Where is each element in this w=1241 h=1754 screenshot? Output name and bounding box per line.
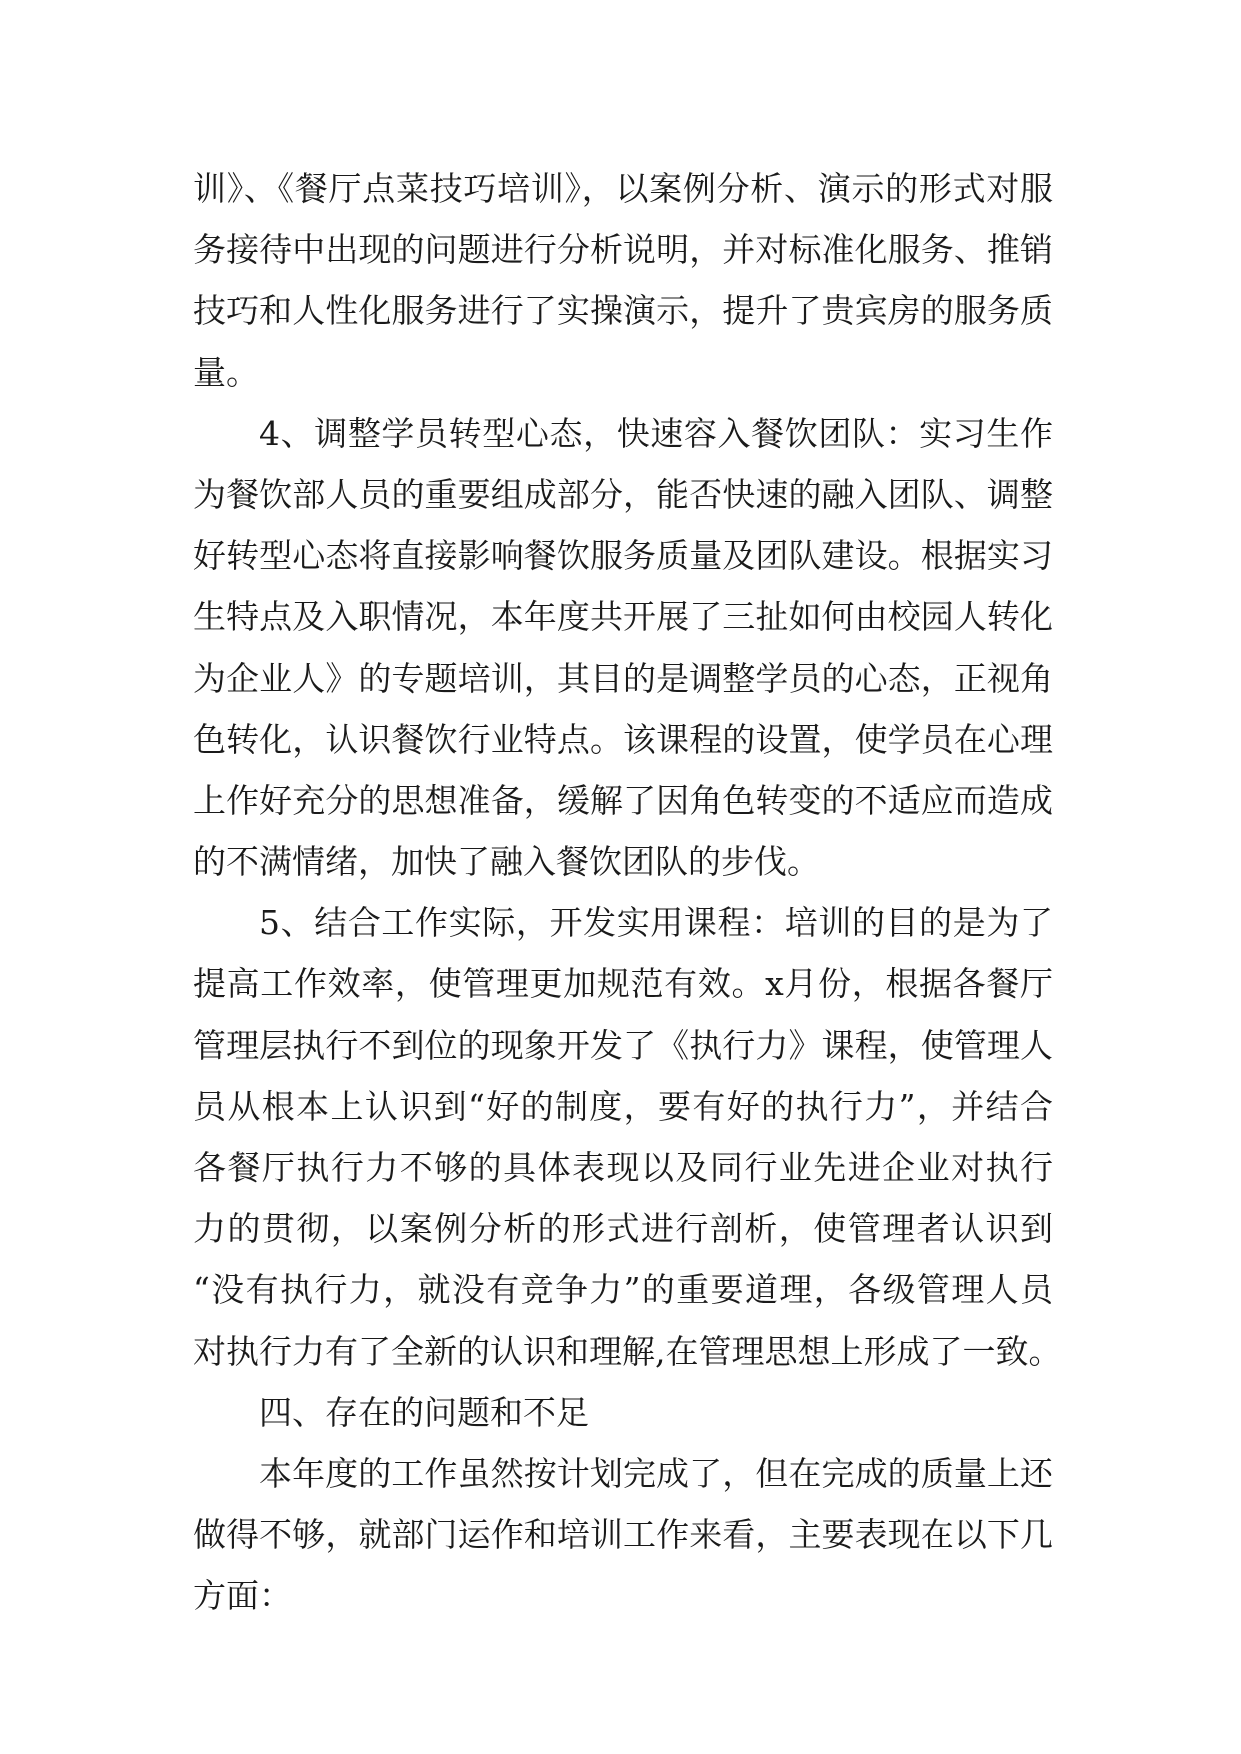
paragraph-continuation [193,158,1053,403]
heading-line: 四、存在的问题和不足 [259,1392,589,1432]
document-body [193,158,1062,1627]
paragraph-item-5 [193,892,1062,1382]
text-line: 力的贯彻，以案例分析的形式进行剖析，使管理者认识到 [193,1209,1053,1249]
text-line: 务接待中出现的问题进行分析说明，并对标准化服务、推销 [193,230,1053,270]
text-line: “没有执行力，就没有竞争力”的重要道理，各级管理人员 [193,1270,1053,1310]
text-line: 好转型心态将直接影响餐饮服务质量及团队建设。根据实习 [193,536,1053,576]
paragraph-issues-intro [193,1443,1053,1627]
section-heading [193,1382,1053,1443]
text-line: 色转化，认识餐饮行业特点。该课程的设置，使学员在心理 [193,719,1053,759]
text-line: 生特点及入职情况，本年度共开展了三扯如何由校园人转化 [193,597,1053,637]
text-line: 上作好充分的思想准备，缓解了因角色转变的不适应而造成 [193,780,1053,820]
text-line: 做得不够，就部门运作和培训工作来看，主要表现在以下几 [193,1515,1053,1555]
text-line: 提高工作效率，使管理更加规范有效。x月份，根据各餐厅 [193,964,1053,1004]
text-line: 管理层执行不到位的现象开发了《执行力》课程，使管理人 [193,1025,1053,1065]
text-line: 5、结合工作实际，开发实用课程：培训的目的是为了 [259,903,1053,943]
text-line: 员从根本上认识到“好的制度，要有好的执行力”，并结合 [193,1086,1053,1126]
text-line: 量。 [193,352,259,392]
text-line: 为企业人》的专题培训，其目的是调整学员的心态，正视角 [193,658,1053,698]
text-line: 对执行力有了全新的认识和理解,在管理思想上形成了一致。 [193,1331,1062,1371]
text-line: 为餐饮部人员的重要组成部分，能否快速的融入团队、调整 [193,474,1053,514]
text-line: 本年度的工作虽然按计划完成了，但在完成的质量上还 [259,1453,1053,1493]
text-line: 方面： [193,1576,292,1616]
text-line: 各餐厅执行力不够的具体表现以及同行业先进企业对执行 [193,1148,1053,1187]
text-line: 技巧和人性化服务进行了实操演示，提升了贵宾房的服务质 [193,291,1053,331]
text-line: 的不满情绪，加快了融入餐饮团队的步伐。 [193,842,820,882]
text-line: 训》、《餐厅点菜技巧培训》，以案例分析、演示的形式对服 [193,169,1053,208]
paragraph-item-4 [193,403,1053,893]
text-line: 4、调整学员转型心态，快速容入餐饮团队：实习生作 [259,413,1053,453]
